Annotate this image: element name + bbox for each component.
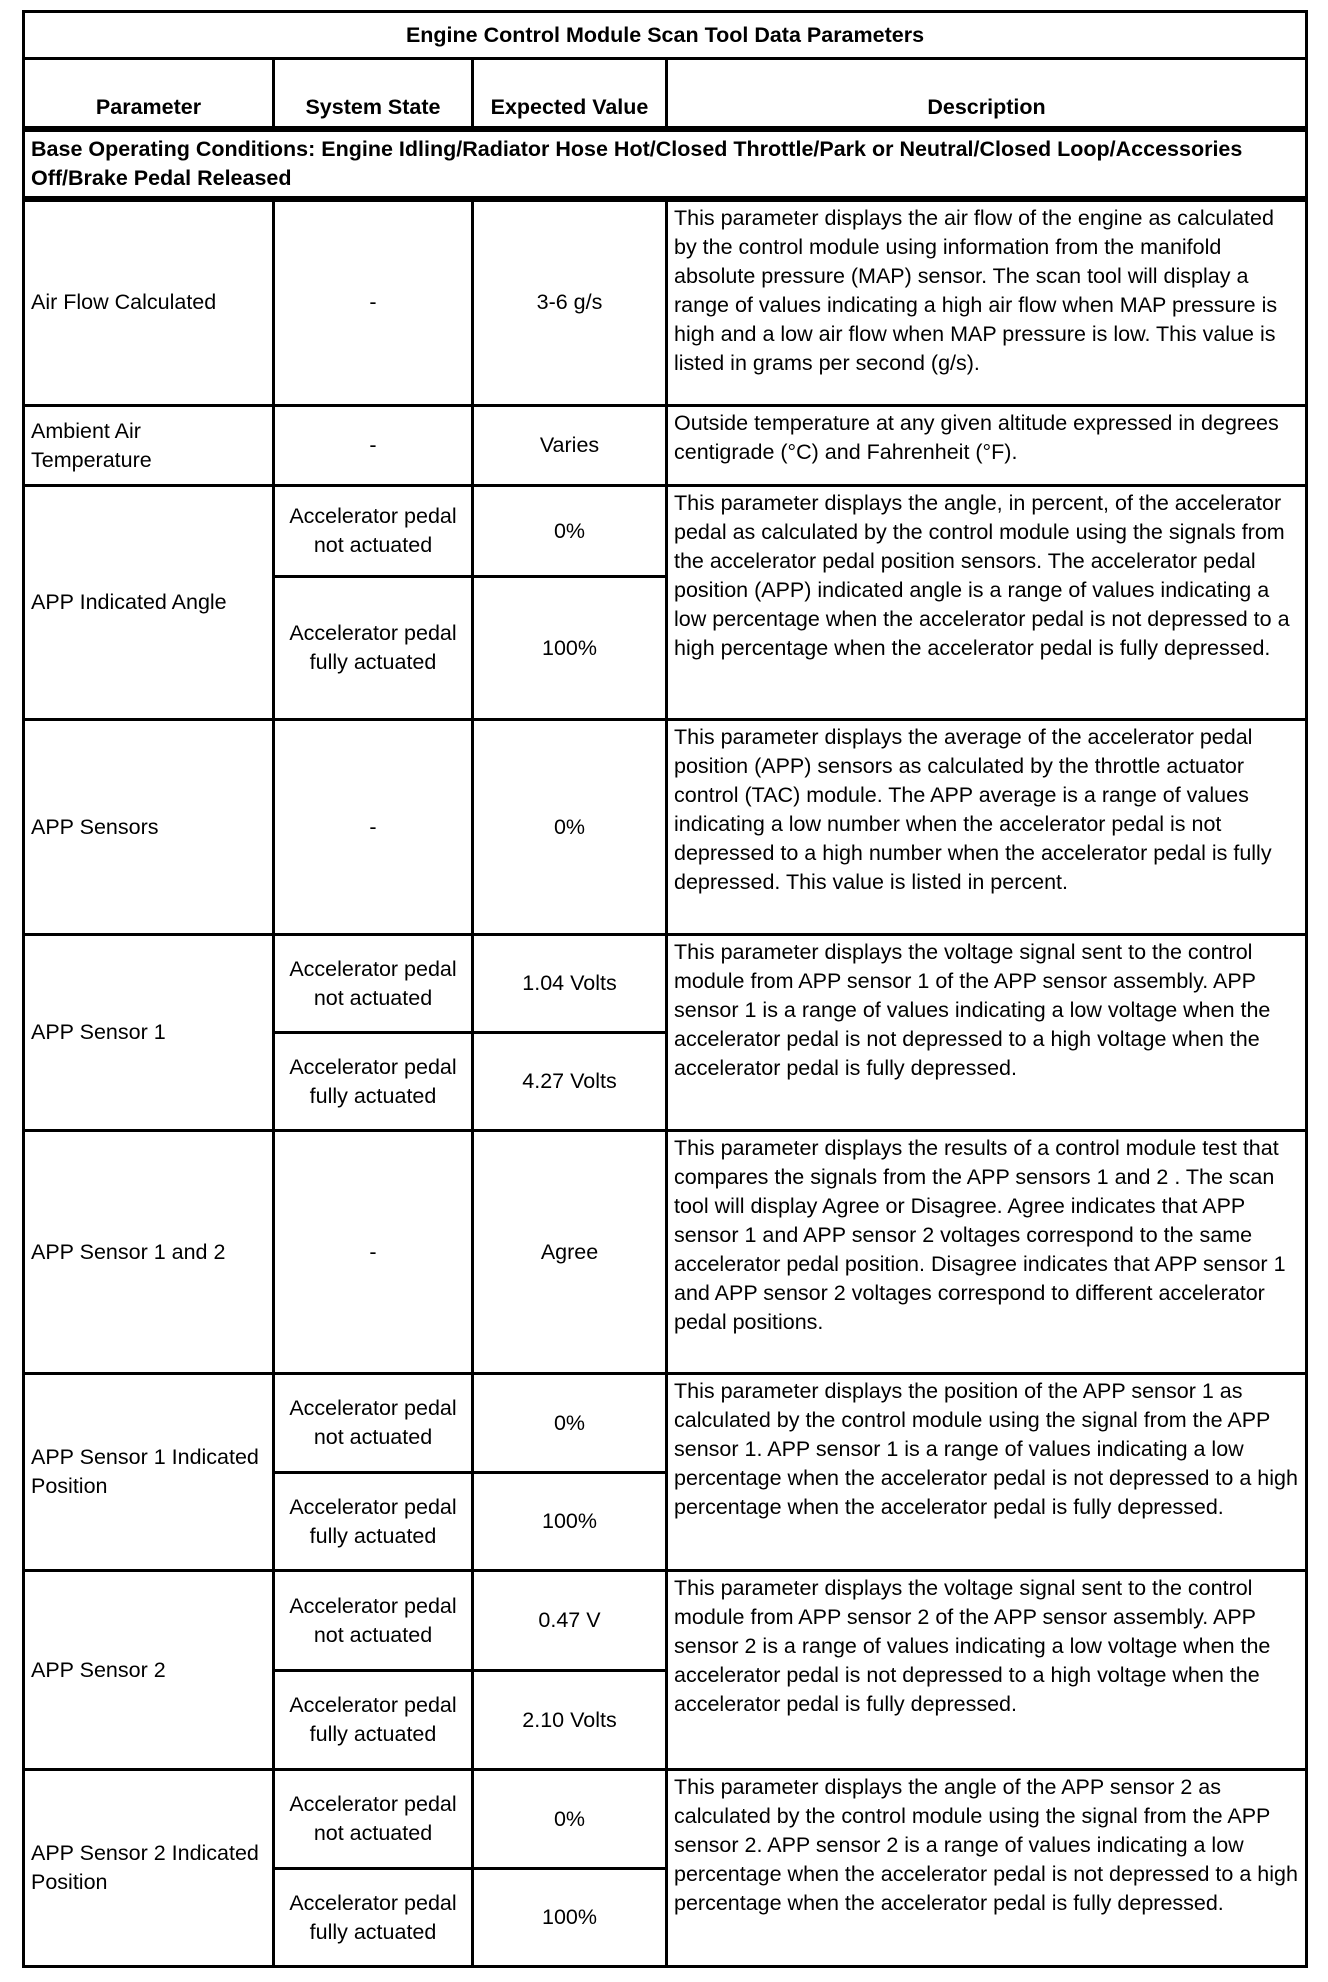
expected-value-cell: 100% (473, 1869, 667, 1967)
table-row (24, 1374, 1307, 1473)
description-cell: This parameter displays the results of a control module test that compares the signals from the APP sensors 1 and 2 . The scan tool will display Agree or Disagree. Agree indicates that APP sensor 1 and APP sensor 2 voltages correspond to the same accelerator pedal position. Disagree indicates that APP sensor 1 and APP sensor 2 voltages correspond to different accelerator pedal positions. (667, 1131, 1307, 1374)
base-operating-conditions: Base Operating Conditions: Engine Idling/Radiator Hose Hot/Closed Throttle/Park or Neutral/Closed Loop/Accessories Off/Brake Pedal Released (24, 129, 1307, 199)
expected-value-cell: Varies (473, 406, 667, 486)
expected-value-cell: 0.47 V (473, 1571, 667, 1671)
system-state-cell: Accelerator pedal not actuated (274, 935, 473, 1033)
system-state-cell: - (274, 720, 473, 935)
parameter-cell: Air Flow Calculated (24, 199, 274, 406)
expected-value-cell: Agree (473, 1131, 667, 1374)
system-state-cell: Accelerator pedal not actuated (274, 486, 473, 577)
table-row (24, 406, 1307, 486)
system-state-cell: Accelerator pedal fully actuated (274, 1473, 473, 1571)
expected-value-cell: 0% (473, 1374, 667, 1473)
description-cell: This parameter displays the angle of the APP sensor 2 as calculated by the control module using the signal from the APP sensor 2. APP sensor 2 is a range of values indicating a low percentage when the accelerator pedal is not depressed to a high percentage when the accelerator pedal is fully depressed. (667, 1770, 1307, 1967)
parameter-cell: APP Sensor 1 (24, 935, 274, 1131)
system-state-cell: Accelerator pedal fully actuated (274, 577, 473, 720)
expected-value-cell: 0% (473, 486, 667, 577)
system-state-cell: Accelerator pedal not actuated (274, 1770, 473, 1869)
table-row (24, 1131, 1307, 1374)
scan-tool-data-table (22, 10, 1308, 1968)
parameter-cell: APP Sensor 1 Indicated Position (24, 1374, 274, 1571)
table-row (24, 1571, 1307, 1671)
expected-value-cell: 2.10 Volts (473, 1671, 667, 1770)
system-state-cell: Accelerator pedal fully actuated (274, 1869, 473, 1967)
expected-value-cell: 3-6 g/s (473, 199, 667, 406)
parameter-cell: APP Sensors (24, 720, 274, 935)
parameter-cell: APP Sensor 2 (24, 1571, 274, 1770)
expected-value-cell: 100% (473, 577, 667, 720)
header-system-state: System State (274, 59, 473, 129)
table-title: Engine Control Module Scan Tool Data Parameters (24, 12, 1307, 59)
system-state-cell: Accelerator pedal not actuated (274, 1571, 473, 1671)
parameter-cell: APP Sensor 1 and 2 (24, 1131, 274, 1374)
table-row (24, 486, 1307, 577)
expected-value-cell: 0% (473, 1770, 667, 1869)
parameter-cell: APP Indicated Angle (24, 486, 274, 720)
description-cell: This parameter displays the angle, in percent, of the accelerator pedal as calculated by the control module using the signals from the accelerator pedal position sensors. The accelerator pedal position (APP) indicated angle is a range of values indicating a low percentage when the accelerator pedal is not depressed to a high percentage when the accelerator pedal is fully depressed. (667, 486, 1307, 720)
expected-value-cell: 1.04 Volts (473, 935, 667, 1033)
description-cell: This parameter displays the average of the accelerator pedal position (APP) sensors as calculated by the throttle actuator control (TAC) module. The APP average is a range of values indicating a low number when the accelerator pedal is not depressed to a high number when the accelerator pedal is fully depressed. This value is listed in percent. (667, 720, 1307, 935)
description-cell: This parameter displays the air flow of the engine as calculated by the control module using information from the manifold absolute pressure (MAP) sensor. The scan tool will display a range of values indicating a high air flow when MAP pressure is high and a low air flow when MAP pressure is low. This value is listed in grams per second (g/s). (667, 199, 1307, 406)
table-row (24, 935, 1307, 1033)
header-description: Description (667, 59, 1307, 129)
description-cell: This parameter displays the voltage signal sent to the control module from APP sensor 2 of the APP sensor assembly. APP sensor 2 is a range of values indicating a low voltage when the accelerator pedal is not depressed to a high voltage when the accelerator pedal is fully depressed. (667, 1571, 1307, 1770)
expected-value-cell: 100% (473, 1473, 667, 1571)
system-state-cell: - (274, 199, 473, 406)
system-state-cell: - (274, 1131, 473, 1374)
system-state-cell: Accelerator pedal fully actuated (274, 1033, 473, 1131)
table-row (24, 199, 1307, 406)
description-cell: This parameter displays the voltage signal sent to the control module from APP sensor 1 of the APP sensor assembly. APP sensor 1 is a range of values indicating a low voltage when the accelerator pedal is not depressed to a high voltage when the accelerator pedal is fully depressed. (667, 935, 1307, 1131)
expected-value-cell: 4.27 Volts (473, 1033, 667, 1131)
system-state-cell: Accelerator pedal fully actuated (274, 1671, 473, 1770)
header-expected-value: Expected Value (473, 59, 667, 129)
table-row (24, 1770, 1307, 1869)
table-row (24, 720, 1307, 935)
parameter-cell: APP Sensor 2 Indicated Position (24, 1770, 274, 1967)
description-cell: This parameter displays the position of the APP sensor 1 as calculated by the control module using the signal from the APP sensor 1. APP sensor 1 is a range of values indicating a low percentage when the accelerator pedal is not depressed to a high percentage when the accelerator pedal is fully depressed. (667, 1374, 1307, 1571)
system-state-cell: Accelerator pedal not actuated (274, 1374, 473, 1473)
parameter-cell: Ambient Air Temperature (24, 406, 274, 486)
description-cell: Outside temperature at any given altitude expressed in degrees centigrade (°C) and Fahrenheit (°F). (667, 406, 1307, 486)
header-parameter: Parameter (24, 59, 274, 129)
expected-value-cell: 0% (473, 720, 667, 935)
system-state-cell: - (274, 406, 473, 486)
